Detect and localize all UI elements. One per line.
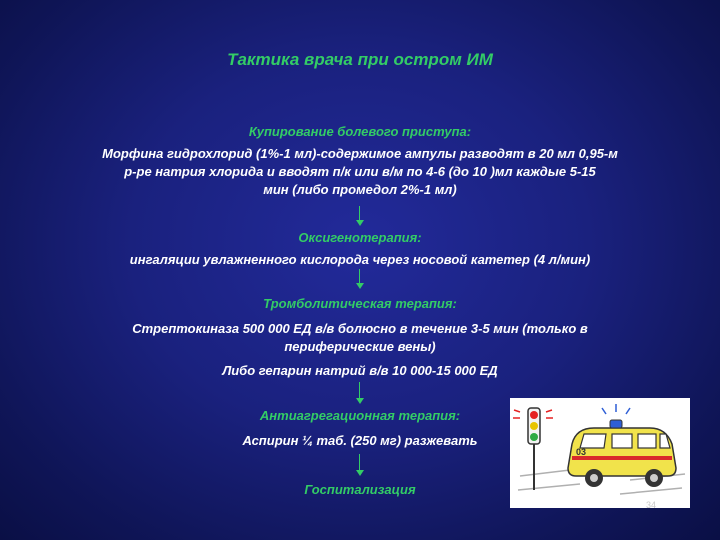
- thrombolytic-line-1: Стрептокиназа 500 000 ЕД в/в болюсно в течение 3-5 мин (только в: [132, 321, 588, 336]
- oxygen-therapy-line-1: ингаляции увлажненного кислорода через носовой катетер (4 л/мин): [129, 252, 591, 267]
- flow-arrow-4: [356, 454, 364, 476]
- flow-arrow-2: [356, 269, 364, 289]
- step-heading-hospitalization: Госпитализация: [304, 482, 416, 497]
- antiplatelet-line-1: Аспирин ¼ таб. (250 мг) разжевать: [242, 433, 478, 448]
- pain-relief-line-3: мин (либо промедол 2%-1 мл): [263, 182, 457, 197]
- slide-title: Тактика врача при остром ИМ: [227, 50, 493, 69]
- flow-arrow-3: [356, 382, 364, 404]
- pain-relief-line-1: Морфина гидрохлорид (1%-1 мл)-содержимое ампулы разводят в 20 мл 0,95-м: [102, 146, 618, 161]
- page-number: 34: [646, 500, 657, 510]
- ambulance-illustration: [510, 398, 690, 508]
- ambulance-icon: [510, 398, 690, 508]
- thrombolytic-line-2: периферические вены): [284, 339, 436, 354]
- thrombolytic-line-3: Либо гепарин натрий в/в 10 000-15 000 ЕД: [222, 363, 498, 378]
- step-heading-oxygen-therapy: Оксигенотерапия:: [298, 230, 422, 245]
- step-heading-thrombolytic-therapy: Тромболитическая терапия:: [263, 296, 457, 311]
- ambulance-number: 03: [576, 447, 587, 457]
- pain-relief-line-2: р-ре натрия хлорида и вводят п/к или в/м по 4-6 (до 10 )мл каждые 5-15: [124, 164, 596, 179]
- flow-arrow-1: [356, 206, 364, 226]
- step-heading-antiplatelet-therapy: Антиагрегационная терапия:: [259, 408, 461, 423]
- step-heading-pain-relief: Купирование болевого приступа:: [248, 124, 472, 139]
